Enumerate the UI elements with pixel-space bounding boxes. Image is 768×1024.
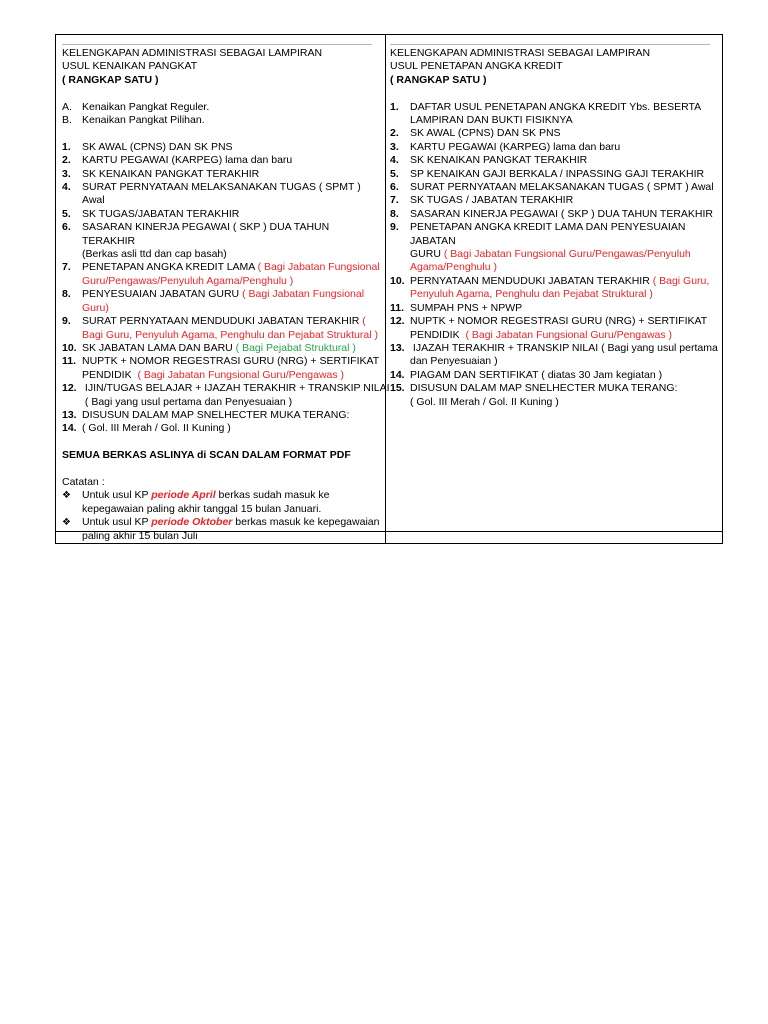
right-title: KELENGKAPAN ADMINISTRASI SEBAGAI LAMPIRAN: [390, 47, 651, 59]
left-item-10: 10. SK JABATAN LAMA DAN BARU ( Bagi Pejabat Struktural ): [62, 341, 356, 354]
left-header-rule: [62, 44, 372, 45]
left-item-5: 5. SK TUGAS/JABATAN TERAKHIR: [62, 207, 240, 220]
requirements-table: [55, 34, 723, 544]
left-item-13: 13. DISUSUN DALAM MAP SNELHECTER MUKA TERANG:: [62, 408, 350, 421]
left-item-14: 14. ( Gol. III Merah / Gol. II Kuning ): [62, 422, 231, 435]
left-item-6: 6. SASARAN KINERJA PEGAWAI ( SKP ) DUA TAHUN TERAKHIR (Berkas asli ttd dan cap basah): [62, 221, 330, 261]
right-item-5: 5. SP KENAIKAN GAJI BERKALA / INPASSING GAJI TERAKHIR: [390, 167, 705, 180]
right-item-2: 2. SK AWAL (CPNS) DAN SK PNS: [390, 127, 561, 140]
right-item-14: 14. PIAGAM DAN SERTIFIKAT ( diatas 30 Jam kegiatan ): [390, 368, 663, 381]
left-column: [62, 47, 390, 543]
right-subtitle: USUL PENETAPAN ANGKA KREDIT: [390, 60, 563, 73]
right-item-15: 15. DISUSUN DALAM MAP SNELHECTER MUKA TERANG:: [390, 382, 678, 395]
right-map-colors: ( Gol. III Merah / Gol. II Kuning ): [410, 395, 559, 408]
left-subtitle: USUL KENAIKAN PANGKAT: [62, 60, 198, 73]
right-item-3: 3. KARTU PEGAWAI (KARPEG) lama dan baru: [390, 140, 621, 153]
right-item-11: 11. SUMPAH PNS + NPWP: [390, 301, 523, 314]
left-item-12: 12. IJIN/TUGAS BELAJAR + IJAZAH TERAKHIR + TRANSKIP NILAI ( Bagi yang usul pertama dan Penyesuaian ): [62, 382, 390, 408]
right-item-13: 13. IJAZAH TERAKHIR + TRANSKIP NILAI ( Bagi yang usul pertama dan Penyesuaian ): [390, 341, 718, 368]
right-item-7: 7. SK TUGAS / JABATAN TERAKHIR: [390, 194, 574, 207]
right-item-12: 12. NUPTK + NOMOR REGESTRASI GURU (NRG) + SERTIFIKAT PENDIDIK ( Bagi Jabatan Fungsional Guru/Pengawas ): [390, 315, 708, 341]
note-bullet-oktober: ❖ Untuk usul KP periode Oktober berkas masuk ke kepegawaian paling akhir 15 bulan Juli: [62, 516, 380, 542]
diamond-bullet-icon: ❖: [62, 517, 71, 529]
right-item-4: 4. SK KENAIKAN PANGKAT TERAKHIR: [390, 154, 588, 167]
catatan-label: Catatan :: [62, 475, 105, 488]
left-title: KELENGKAPAN ADMINISTRASI SEBAGAI LAMPIRAN: [62, 47, 323, 59]
left-item-8: 8. PENYESUAIAN JABATAN GURU ( Bagi Jabatan Fungsional Guru): [62, 288, 365, 314]
left-item-3: 3. SK KENAIKAN PANGKAT TERAKHIR: [62, 167, 260, 180]
left-item-1: 1. SK AWAL (CPNS) DAN SK PNS: [62, 140, 233, 153]
right-item-1: 1. DAFTAR USUL PENETAPAN ANGKA KREDIT Ybs. BESERTA LAMPIRAN DAN BUKTI FISIKNYA: [390, 100, 702, 127]
left-item-2: 2. KARTU PEGAWAI (KARPEG) lama dan baru: [62, 154, 293, 167]
right-item-9: 9. PENETAPAN ANGKA KREDIT LAMA DAN PENYESUAIAN JABATAN GURU ( Bagi Jabatan Fungsional Guru/Pengawas/Penyuluh Agama/Penghulu ): [390, 221, 691, 274]
type-item-b: B. Kenaikan Pangkat Pilihan.: [62, 114, 205, 127]
right-header-rule: [390, 44, 710, 45]
right-column: [390, 47, 718, 409]
column-divider: [385, 35, 386, 543]
note-bullet-april: ❖ Untuk usul KP periode April berkas sudah masuk ke kepegawaian paling akhir tanggal 15 bulan Januari.: [62, 489, 330, 515]
left-item-4: 4. SURAT PERNYATAAN MELAKSANAKAN TUGAS ( SPMT ) Awal: [62, 181, 361, 207]
right-item-10: 10. PERNYATAAN MENDUDUKI JABATAN TERAKHIR ( Bagi Guru, Penyuluh Agama, Penghulu dan Pejabat Struktural ): [390, 274, 710, 301]
left-item-11: 11. NUPTK + NOMOR REGESTRASI GURU (NRG) + SERTIFIKAT PENDIDIK ( Bagi Jabatan Fungsional Guru/Pengawas ): [62, 355, 380, 381]
left-item-7: 7. PENETAPAN ANGKA KREDIT LAMA ( Bagi Jabatan Fungsional Guru/Pengawas/Penyuluh Agama/Penghulu ): [62, 261, 380, 287]
right-copy-note: ( RANGKAP SATU ): [390, 73, 487, 86]
scan-note: SEMUA BERKAS ASLINYA di SCAN DALAM FORMAT PDF: [62, 449, 351, 462]
left-copy-note: ( RANGKAP SATU ): [62, 73, 159, 86]
right-item-6: 6. SURAT PERNYATAAN MELAKSANAKAN TUGAS ( SPMT ) Awal: [390, 181, 714, 194]
type-item-a: A. Kenaikan Pangkat Reguler.: [62, 100, 210, 113]
right-item-8: 8. SASARAN KINERJA PEGAWAI ( SKP ) DUA TAHUN TERAKHIR: [390, 207, 714, 220]
left-item-9: 9. SURAT PERNYATAAN MENDUDUKI JABATAN TERAKHIR ( Bagi Guru, Penyuluh Agama, Penghulu dan Pejabat Struktural ): [62, 315, 378, 341]
diamond-bullet-icon: ❖: [62, 490, 71, 502]
